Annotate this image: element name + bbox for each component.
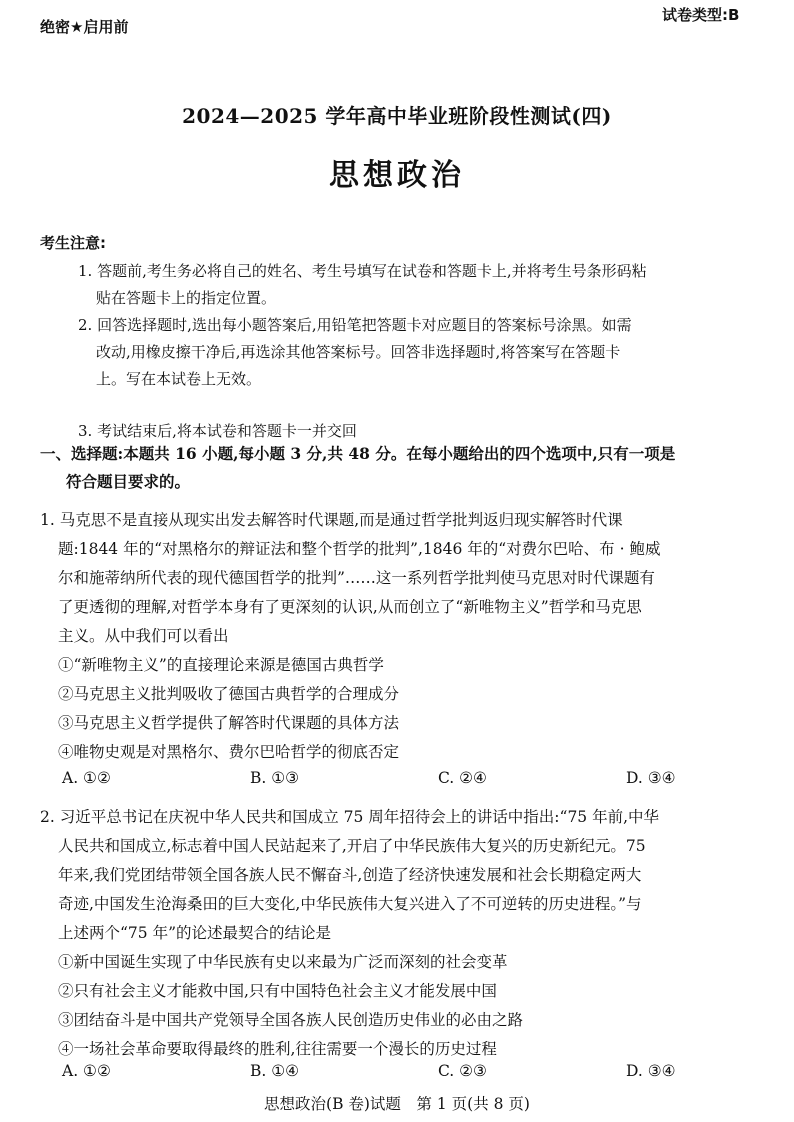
q1-option-a: A. ①② [62,769,111,787]
confidential-label: 绝密★启用前 [40,18,129,36]
subject-title: 思想政治 [329,158,465,193]
q1-option-b: B. ①③ [250,769,300,787]
section-heading: 一、选择题:本题共 16 小题,每小题 3 分,共 48 分。在每小题给出的四个选项中,只有一项是 [40,444,676,463]
q2-option-c: C. ②③ [438,1062,487,1080]
q2-option-d: D. ③④ [626,1062,676,1080]
q2-stem-line: 奇迹,中国发生沧海桑田的巨大变化,中华民族伟大复兴进入了不可逆转的历史进程。”与 [58,895,642,913]
q2-stem-line: 上述两个“75 年”的论述最契合的结论是 [58,924,331,942]
q1-statement: ②马克思主义批判吸收了德国古典哲学的合理成分 [58,685,400,703]
notice-line: 改动,用橡皮擦干净后,再选涂其他答案标号。回答非选择题时,将答案写在答题卡 [96,343,621,361]
paper-type-label: 试卷类型:B [662,6,740,24]
notice-line: 1. 答题前,考生务必将自己的姓名、考生号填写在试卷和答题卡上,并将考生号条形码粘 [78,262,647,280]
q1-stem-line: 了更透彻的理解,对哲学本身有了更深刻的认识,从而创立了“新唯物主义”哲学和马克思 [58,598,642,616]
q1-option-d: D. ③④ [626,769,676,787]
q1-stem-line: 1. 马克思不是直接从现实出发去解答时代课题,而是通过哲学批判返归现实解答时代课 [40,511,623,529]
notice-line: 3. 考试结束后,将本试卷和答题卡一并交回 [78,422,357,440]
q2-statement: ④一场社会革命要取得最终的胜利,往往需要一个漫长的历史过程 [58,1040,497,1058]
notice-line: 贴在答题卡上的指定位置。 [96,289,277,307]
q2-option-b: B. ①④ [250,1062,300,1080]
page-footer: 思想政治(B 卷)试题 第 1 页(共 8 页) [264,1095,530,1113]
q1-statement: ③马克思主义哲学提供了解答时代课题的具体方法 [58,714,400,732]
notice-heading: 考生注意: [40,234,106,252]
q2-option-a: A. ①② [62,1062,111,1080]
q1-statement: ①“新唯物主义”的直接理论来源是德国古典哲学 [58,656,384,674]
section-heading-cont: 符合题目要求的。 [66,472,191,491]
q2-stem-line: 年来,我们党团结带领全国各族人民不懈奋斗,创造了经济快速发展和社会长期稳定两大 [58,866,642,884]
q1-option-c: C. ②④ [438,769,487,787]
q2-stem-line: 人民共和国成立,标志着中国人民站起来了,开启了中华民族伟大复兴的历史新纪元。75 [58,837,646,855]
q1-statement: ④唯物史观是对黑格尔、费尔巴哈哲学的彻底否定 [58,743,400,761]
q2-statement: ①新中国诞生实现了中华民族有史以来最为广泛而深刻的社会变革 [58,953,508,971]
notice-line: 上。写在本试卷上无效。 [96,370,262,388]
exam-title: 2024—2025 学年高中毕业班阶段性测试(四) [182,104,612,128]
q1-stem-line: 尔和施蒂纳所代表的现代德国哲学的批判”……这一系列哲学批判使马克思对时代课题有 [58,569,655,587]
q1-stem-line: 主义。从中我们可以看出 [58,627,229,645]
q2-statement: ③团结奋斗是中国共产党领导全国各族人民创造历史伟业的必由之路 [58,1011,524,1029]
q2-statement: ②只有社会主义才能救中国,只有中国特色社会主义才能发展中国 [58,982,497,1000]
q1-stem-line: 题:1844 年的“对黑格尔的辩证法和整个哲学的批判”,1846 年的“对费尔巴哈、布 · 鲍威 [58,540,661,558]
q2-stem-line: 2. 习近平总书记在庆祝中华人民共和国成立 75 周年招待会上的讲话中指出:“75 年前,中华 [40,808,660,826]
notice-line: 2. 回答选择题时,选出每小题答案后,用铅笔把答题卡对应题目的答案标号涂黑。如需 [78,316,632,334]
